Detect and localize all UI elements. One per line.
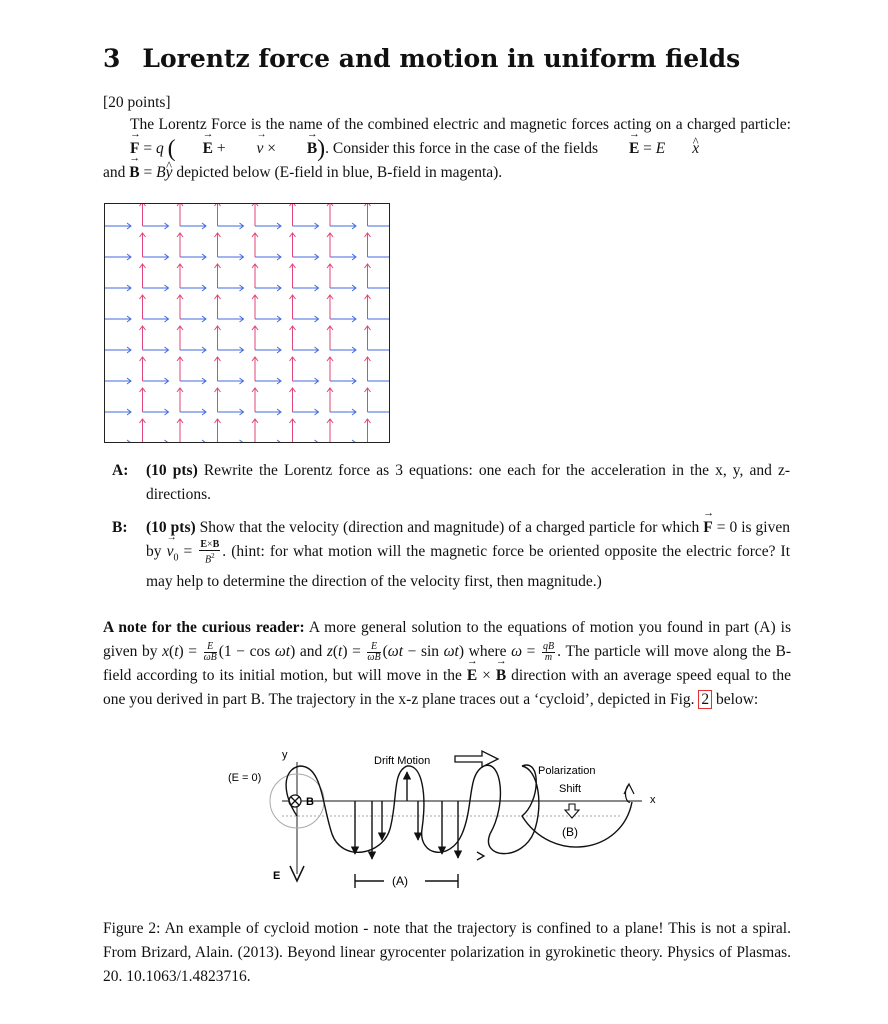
b-field-arrow: [215, 419, 221, 442]
e-field-arrow: [255, 223, 281, 229]
e-field-arrow: [368, 285, 390, 291]
section-title-text: Lorentz force and motion in uniform fields: [142, 44, 741, 73]
b-field-arrow: [252, 357, 258, 381]
e-field-arrow: [218, 254, 244, 260]
b-field-arrow: [327, 326, 333, 350]
e-field-arrow: [330, 316, 356, 322]
b-field-arrow: [365, 264, 371, 288]
e-field-arrow: [330, 285, 356, 291]
x-direction-curl-icon: [624, 784, 634, 802]
e-field-arrow: [180, 285, 206, 291]
figure-reference-link[interactable]: 2: [698, 690, 712, 709]
e-field-arrow: [368, 378, 390, 384]
b-field-arrow: [327, 233, 333, 257]
b-field-arrow: [140, 357, 146, 381]
e-field-arrow: [105, 440, 131, 442]
b-field-arrow: [252, 233, 258, 257]
e-field-arrow: [105, 254, 131, 260]
b-field-arrow: [365, 295, 371, 319]
b-field-arrow: [177, 264, 183, 288]
e-field-arrow: [330, 378, 356, 384]
b-field-arrow: [140, 388, 146, 412]
figure-caption: Figure 2: An example of cycloid motion - note that the trajectory is confined to a plane! This is not a spiral. From Brizard, Alain. (2013). Beyond linear gyrocenter polarization in gyrokinetic theory. Physics of Plasmas. 20. 10.1063/1.4823716.: [103, 920, 791, 985]
section-title: [103, 44, 740, 73]
e-field-arrow: [180, 223, 206, 229]
e-field-arrow: [330, 223, 356, 229]
e-field-arrow: [218, 285, 244, 291]
e-field-arrow: [105, 223, 131, 229]
section-number: 3: [103, 44, 121, 73]
b-field-arrow: [252, 204, 258, 226]
b-field-arrow: [252, 388, 258, 412]
b-field-arrow: [215, 357, 221, 381]
e-field-arrow: [218, 440, 244, 442]
e-label: E: [273, 870, 281, 882]
e-field-arrow: [105, 285, 131, 291]
e-field-arrow: [105, 347, 131, 353]
b-field-arrow: [290, 295, 296, 319]
shift-label: Shift: [559, 783, 582, 795]
b-field-arrow: [290, 388, 296, 412]
b-field-arrow: [252, 419, 258, 442]
e-field-arrow: [180, 347, 206, 353]
curious-reader-note: A note for the curious reader: A more general solution to the equations of motion you found in part (A) is given by x(t) = $\frac{E}{\omega B}$ (1 − cos ωt) and z(t) = $\frac{E}{\omega B}$ (ωt − sin ωt) where ω = $\frac{qB}{m}$ . The particle will move along the B-field according to its initial motion, but will move in the → E × → B direction with an average speed equal to the one you derived in part B. The trajectory in the x-z plane traces out a ‘cycloid’, depicted in Fig. 2 below:: [103, 616, 791, 712]
e-field-arrow: [180, 409, 206, 415]
direction-chevron: [477, 852, 484, 860]
cycloid-trajectory: [286, 765, 539, 853]
b-field-arrow: [290, 357, 296, 381]
e-field-arrow: [218, 223, 244, 229]
b-field-arrow: [215, 295, 221, 319]
x-axis-label: x: [650, 794, 656, 806]
note-heading: A note for the curious reader:: [103, 619, 305, 636]
e-field-arrow: [105, 409, 131, 415]
e-field-arrow: [293, 316, 319, 322]
e-field-arrow: [255, 409, 281, 415]
e-field-arrow: [293, 254, 319, 260]
e-field-arrow: [293, 378, 319, 384]
drift-arrow-icon: [455, 751, 498, 767]
part-a: A: (10 pts) Rewrite the Lorentz force as 3 equations: one each for the acceleration in the x, y, and z-directions.: [112, 459, 790, 509]
e-field-arrow: [143, 378, 169, 384]
field-diagram: [104, 203, 390, 443]
intro-paragraph: The Lorentz Force is the name of the combined electric and magnetic forces acting on a charged particle: → F = q (→ E + → v × → B). Consider this force in the case of the fields → E = E^ x and → B = B^ y depicted below (E-field in blue, B-field in magenta).: [103, 113, 791, 185]
e-field-arrow: [330, 440, 356, 442]
e-field-arrow: [293, 285, 319, 291]
b-field-arrow: [365, 357, 371, 381]
b-field-arrow: [327, 419, 333, 442]
e-field-arrow: [143, 223, 169, 229]
e-field-arrow: [143, 254, 169, 260]
e-field-arrow: [368, 440, 390, 442]
e-field-arrow: [143, 285, 169, 291]
b-field-arrow: [365, 419, 371, 442]
e-field-arrow: [105, 378, 131, 384]
b-paren-label: (B): [562, 825, 578, 839]
b-field-arrow: [252, 264, 258, 288]
b-field-arrow: [140, 326, 146, 350]
e-field-arrow: [180, 440, 206, 442]
b-field-arrow: [177, 357, 183, 381]
b-field-arrow: [215, 326, 221, 350]
a-paren-label: (A): [392, 874, 408, 888]
e-field-arrow: [330, 347, 356, 353]
e-field-arrow: [143, 440, 169, 442]
e-field-arrow: [218, 378, 244, 384]
b-field-arrow: [252, 295, 258, 319]
e-field-arrow: [368, 347, 390, 353]
e-zero-label: (E = 0): [228, 772, 262, 784]
b-field-arrow: [177, 326, 183, 350]
e-field-arrow: [255, 254, 281, 260]
e-field-arrow: [330, 409, 356, 415]
b-label: B: [306, 796, 314, 808]
b-field-arrow: [327, 295, 333, 319]
e-field-arrow: [180, 378, 206, 384]
b-field-arrow: [290, 233, 296, 257]
field-arrows: [105, 204, 389, 442]
b-field-arrow: [327, 388, 333, 412]
b-field-arrow: [290, 204, 296, 226]
e-field-arrow: [368, 254, 390, 260]
b-field-arrow: [140, 204, 146, 226]
e-field-arrow: [293, 409, 319, 415]
e-field-arrow: [255, 347, 281, 353]
e-field-arrow: [293, 347, 319, 353]
b-field-arrow: [215, 264, 221, 288]
b-field-arrow: [177, 388, 183, 412]
b-field-arrow: [215, 204, 221, 226]
b-field-arrow: [140, 419, 146, 442]
b-field-arrow: [252, 326, 258, 350]
e-field-arrow: [180, 316, 206, 322]
e-field-arrow: [105, 316, 131, 322]
y-axis-label: y: [282, 749, 288, 761]
b-field-arrow: [290, 264, 296, 288]
e-field-arrow: [368, 409, 390, 415]
b-field-arrow: [365, 326, 371, 350]
e-field-arrow: [255, 285, 281, 291]
b-field-arrow: [215, 233, 221, 257]
b-field-arrow: [290, 326, 296, 350]
e-field-arrow: [293, 440, 319, 442]
part-b: B: (10 pts) Show that the velocity (direction and magnitude) of a charged particle for which → F = 0 is given by → $v_0$ = $\frac{E\times B}{B^2}$ . (hint: for what motion will the magnetic force be oriented opposite the electric force? It may help to determine the direction of the velocity first, then magnitude.): [112, 516, 790, 608]
e-field-arrow: [218, 409, 244, 415]
b-field-arrow: [327, 204, 333, 226]
b-field-arrow: [177, 295, 183, 319]
e-field-arrow: [143, 409, 169, 415]
e-field-arrow: [293, 223, 319, 229]
e-field-arrow: [368, 223, 390, 229]
polarization-label: Polarization: [538, 765, 596, 777]
b-field-arrow: [290, 419, 296, 442]
part-a-label: A:: [112, 462, 129, 479]
b-field-arrow: [215, 388, 221, 412]
b-field-arrow: [177, 204, 183, 226]
b-field-arrow: [140, 233, 146, 257]
e-field-arrow: [368, 316, 390, 322]
b-field-arrow: [365, 204, 371, 226]
e-field-arrow: [180, 254, 206, 260]
b-field-arrow: [140, 295, 146, 319]
b-field-arrow: [365, 233, 371, 257]
points-label: [20 points]: [103, 94, 171, 111]
e-field-arrow: [218, 316, 244, 322]
b-field-arrow: [365, 388, 371, 412]
b-field-arrow: [177, 233, 183, 257]
b-field-arrow: [140, 264, 146, 288]
part-b-label: B:: [112, 519, 128, 536]
e-field-arrow: [255, 378, 281, 384]
drift-motion-label: Drift Motion: [374, 755, 431, 767]
b-field-arrow: [327, 357, 333, 381]
e-field-arrow: [255, 316, 281, 322]
cycloid-figure: [222, 744, 682, 894]
b-field-arrow: [177, 419, 183, 442]
e-field-arrow: [330, 254, 356, 260]
e-field-arrow: [255, 440, 281, 442]
e-field-arrow: [143, 316, 169, 322]
e-field-arrow: [143, 347, 169, 353]
e-field-arrow: [218, 347, 244, 353]
b-field-arrow: [327, 264, 333, 288]
